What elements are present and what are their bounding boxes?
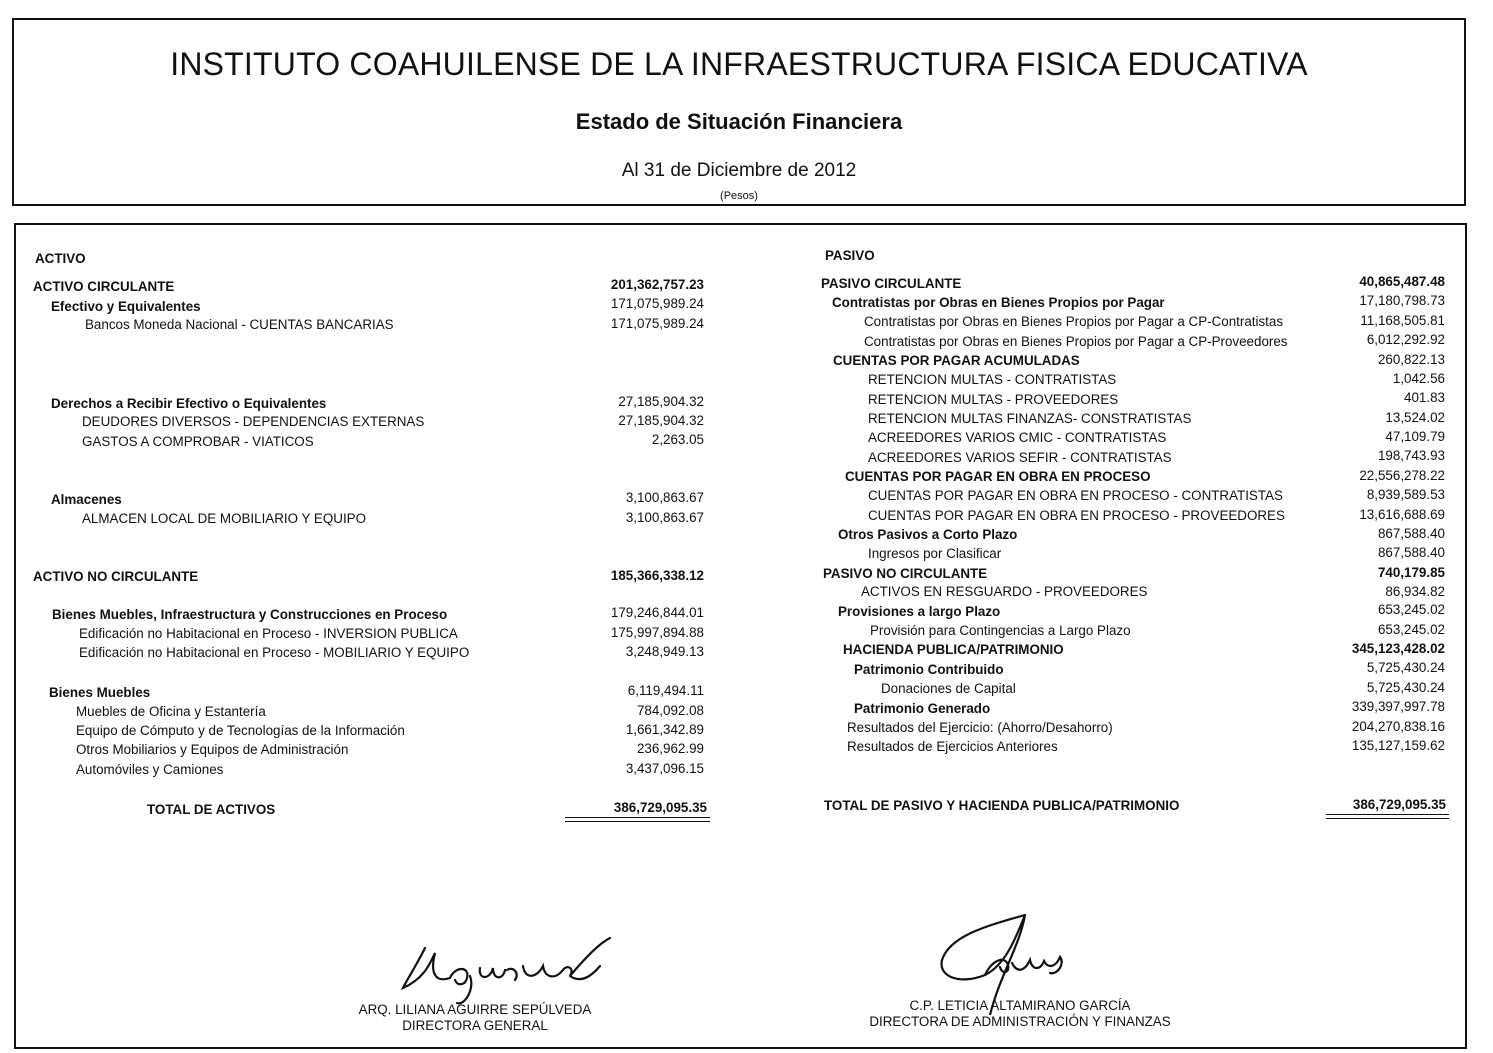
- activo-value: 784,092.08: [636, 703, 704, 718]
- pasivo-row: CUENTAS POR PAGAR EN OBRA EN PROCESO - PROVEEDORES: [868, 508, 1285, 523]
- activo-value: 175,997,894.88: [610, 625, 704, 640]
- pasivo-value: 401.83: [1404, 390, 1445, 405]
- pasivo-value: 11,168,505.81: [1360, 313, 1445, 328]
- pasivo-value: 6,012,292.92: [1366, 332, 1445, 347]
- activo-row: Bancos Moneda Nacional - CUENTAS BANCARIAS: [85, 317, 394, 332]
- pasivo-value: 653,245.02: [1377, 622, 1445, 637]
- pasivo-value: 8,939,589.53: [1366, 487, 1445, 502]
- pasivo-row: PASIVO NO CIRCULANTE: [823, 566, 988, 581]
- pasivo-heading: PASIVO: [825, 248, 875, 263]
- pasivo-value: 740,179.85: [1377, 565, 1445, 580]
- pasivo-value: 17,180,798.73: [1359, 293, 1445, 308]
- total-pasivo-underline: [1326, 818, 1449, 819]
- total-pasivo-label: TOTAL DE PASIVO Y HACIENDA PUBLICA/PATRIMONIO: [824, 798, 1180, 813]
- pasivo-value: 5,725,430.24: [1366, 680, 1445, 695]
- pasivo-value: 345,123,428.02: [1351, 641, 1445, 656]
- activo-row: ALMACEN LOCAL DE MOBILIARIO Y EQUIPO: [82, 511, 367, 526]
- activo-row: Equipo de Cómputo y de Tecnologías de la Información: [76, 723, 405, 738]
- statement-title: Estado de Situación Financiera: [575, 109, 903, 134]
- pasivo-row: RETENCION MULTAS - PROVEEDORES: [868, 392, 1119, 407]
- pasivo-value: 86,934.82: [1385, 584, 1445, 599]
- pasivo-row: RETENCION MULTAS - CONTRATISTAS: [868, 372, 1117, 387]
- pasivo-value: 339,397,997.78: [1351, 699, 1445, 714]
- pasivo-value: 204,270,838.16: [1351, 719, 1445, 734]
- pasivo-value: 198,743.93: [1377, 448, 1445, 463]
- signature-directora-general: [395, 928, 620, 1008]
- total-activos-value: 386,729,095.35: [613, 800, 707, 815]
- activo-value: 179,246,844.01: [610, 605, 704, 620]
- pasivo-row: Resultados del Ejercicio: (Ahorro/Desahorro): [847, 720, 1113, 735]
- pasivo-row: ACTIVOS EN RESGUARDO - PROVEEDORES: [861, 584, 1148, 599]
- pasivo-value: 47,109.79: [1385, 429, 1445, 444]
- activo-row: DEUDORES DIVERSOS - DEPENDENCIAS EXTERNAS: [82, 414, 425, 429]
- pasivo-row: ACREEDORES VARIOS CMIC - CONTRATISTAS: [868, 430, 1167, 445]
- activo-value: 171,075,989.24: [610, 296, 704, 311]
- activo-value: 27,185,904.32: [618, 413, 704, 428]
- activo-value: 27,185,904.32: [618, 394, 704, 409]
- signature-name: C.P. LETICIA ALTAMIRANO GARCÍA: [909, 998, 1131, 1013]
- pasivo-value: 867,588.40: [1377, 526, 1445, 541]
- total-pasivo-value: 386,729,095.35: [1352, 797, 1446, 812]
- report-header: [12, 18, 1466, 206]
- activo-row: GASTOS A COMPROBAR - VIATICOS: [82, 434, 314, 449]
- total-activos-underline: [565, 821, 710, 822]
- currency-note: (Pesos): [720, 190, 758, 202]
- pasivo-value: 260,822.13: [1377, 352, 1445, 367]
- pasivo-row: Contratistas por Obras en Bienes Propios por Pagar: [832, 295, 1165, 310]
- statement-date: Al 31 de Diciembre de 2012: [621, 160, 857, 181]
- pasivo-row: Contratistas por Obras en Bienes Propios por Pagar a CP-Proveedores: [864, 334, 1288, 349]
- activo-row: Automóviles y Camiones: [76, 762, 224, 777]
- pasivo-value: 5,725,430.24: [1366, 660, 1445, 675]
- activo-value: 3,437,096.15: [625, 761, 704, 776]
- signature-title: DIRECTORA DE ADMINISTRACIÓN Y FINANZAS: [869, 1014, 1171, 1029]
- pasivo-row: ACREEDORES VARIOS SEFIR - CONTRATISTAS: [868, 450, 1172, 465]
- total-activos-underline: [565, 817, 710, 818]
- activo-value: 1,661,342.89: [625, 722, 704, 737]
- pasivo-value: 22,556,278.22: [1359, 468, 1445, 483]
- total-pasivo-underline: [1326, 814, 1449, 815]
- pasivo-value: 1,042.56: [1392, 371, 1445, 386]
- activo-row: Otros Mobiliarios y Equipos de Administración: [76, 742, 349, 757]
- pasivo-value: 13,616,688.69: [1359, 507, 1445, 522]
- activo-heading: ACTIVO: [35, 251, 86, 266]
- activo-value: 2,263.05: [651, 432, 704, 447]
- activo-value: 185,366,338.12: [610, 568, 704, 583]
- activo-value: 171,075,989.24: [610, 316, 704, 331]
- pasivo-row: Resultados de Ejercicios Anteriores: [847, 739, 1058, 754]
- pasivo-value: 135,127,159.62: [1351, 738, 1445, 753]
- pasivo-row: PASIVO CIRCULANTE: [821, 276, 962, 291]
- pasivo-row: Patrimonio Contribuido: [854, 662, 1004, 677]
- pasivo-value: 653,245.02: [1377, 602, 1445, 617]
- pasivo-value: 13,524.02: [1385, 410, 1445, 425]
- pasivo-row: Otros Pasivos a Corto Plazo: [838, 527, 1018, 542]
- activo-value: 6,119,494.11: [627, 683, 704, 698]
- activo-row: Almacenes: [51, 492, 122, 507]
- pasivo-value: 867,588.40: [1377, 545, 1445, 560]
- activo-value: 3,248,949.13: [625, 644, 704, 659]
- signature-title: DIRECTORA GENERAL: [402, 1018, 548, 1033]
- activo-row: Edificación no Habitacional en Proceso - MOBILIARIO Y EQUIPO: [79, 645, 470, 660]
- total-activos-label: TOTAL DE ACTIVOS: [147, 802, 276, 817]
- pasivo-row: CUENTAS POR PAGAR EN OBRA EN PROCESO: [845, 469, 1151, 484]
- activo-row: ACTIVO CIRCULANTE: [33, 279, 175, 294]
- activo-row: Bienes Muebles: [49, 685, 151, 700]
- pasivo-row: CUENTAS POR PAGAR ACUMULADAS: [833, 353, 1080, 368]
- activo-row: Muebles de Oficina y Estantería: [76, 704, 266, 719]
- pasivo-row: HACIENDA PUBLICA/PATRIMONIO: [843, 642, 1064, 657]
- pasivo-row: Contratistas por Obras en Bienes Propios por Pagar a CP-Contratistas: [864, 314, 1284, 329]
- activo-row: ACTIVO NO CIRCULANTE: [33, 569, 199, 584]
- activo-row: Efectivo y Equivalentes: [51, 299, 201, 314]
- pasivo-row: RETENCION MULTAS FINANZAS- CONSTRATISTAS: [868, 411, 1192, 426]
- activo-value: 3,100,863.67: [625, 490, 704, 505]
- pasivo-row: Patrimonio Generado: [854, 701, 991, 716]
- activo-row: Edificación no Habitacional en Proceso - INVERSION PUBLICA: [79, 626, 458, 641]
- institution-title: INSTITUTO COAHUILENSE DE LA INFRAESTRUCTURA FISICA EDUCATIVA: [170, 46, 1308, 82]
- pasivo-value: 40,865,487.48: [1359, 274, 1445, 289]
- pasivo-row: Donaciones de Capital: [881, 681, 1016, 696]
- activo-value: 201,362,757.23: [610, 277, 704, 292]
- pasivo-row: Provisiones a largo Plazo: [838, 604, 1001, 619]
- activo-value: 3,100,863.67: [625, 510, 704, 525]
- activo-value: 236,962.99: [636, 741, 704, 756]
- pasivo-row: Provisión para Contingencias a Largo Plazo: [870, 623, 1131, 638]
- activo-row: Derechos a Recibir Efectivo o Equivalentes: [51, 396, 327, 411]
- pasivo-row: Ingresos por Clasificar: [868, 546, 1002, 561]
- pasivo-row: CUENTAS POR PAGAR EN OBRA EN PROCESO - CONTRATISTAS: [868, 488, 1283, 503]
- signature-name: ARQ. LILIANA AGUIRRE SEPÚLVEDA: [358, 1002, 592, 1017]
- activo-row: Bienes Muebles, Infraestructura y Construcciones en Proceso: [52, 607, 448, 622]
